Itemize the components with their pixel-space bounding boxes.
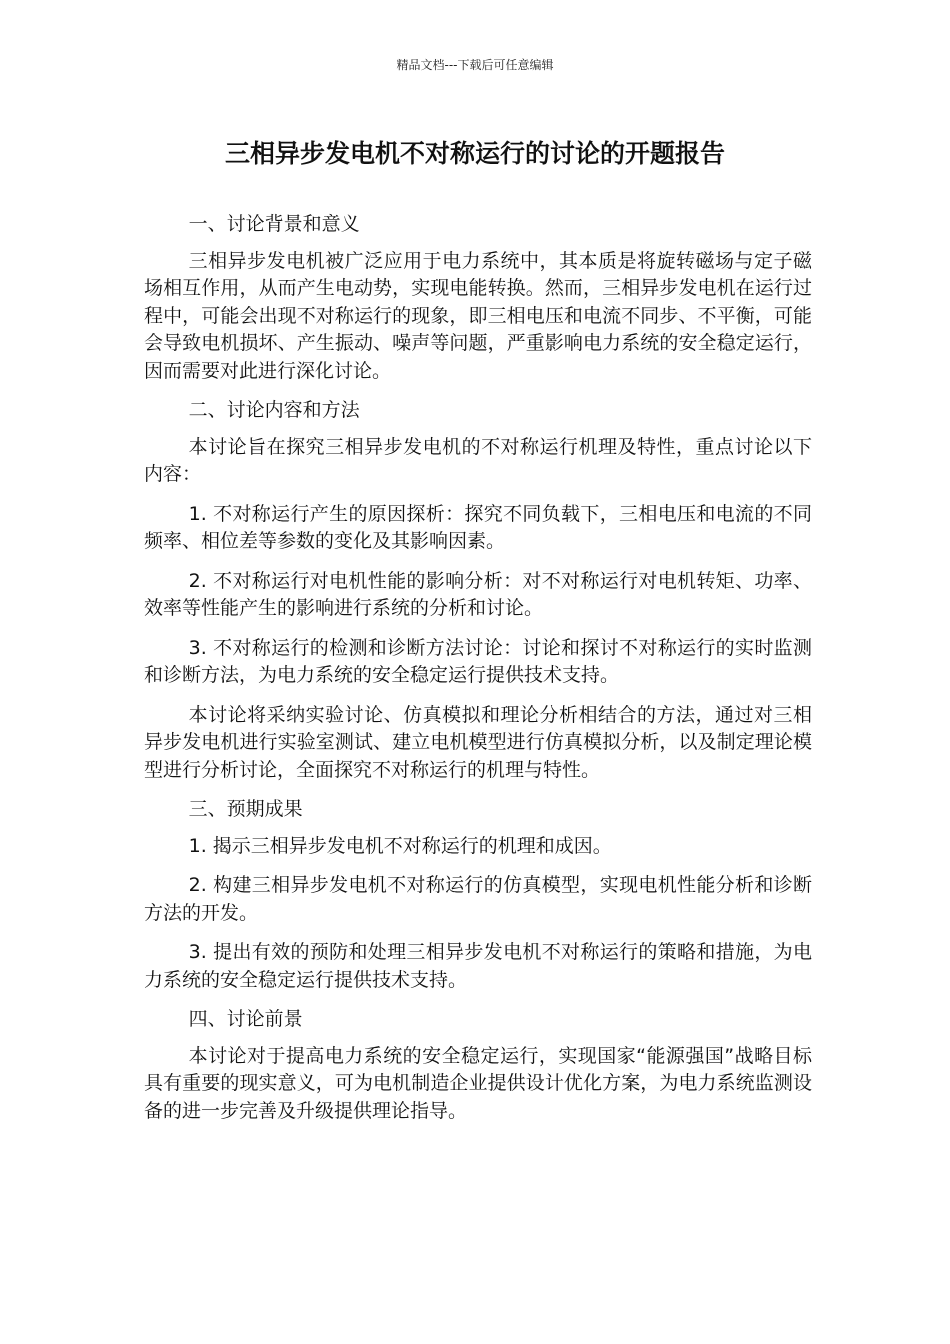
list-item-content-1: 1. 不对称运行产生的原因探析：探究不同负载下，三相电压和电流的不同频率、相位差等参数的变化及其影响因素。 [144, 502, 812, 552]
section-heading-expected-results: 三、预期成果 [188, 798, 303, 820]
document-body [144, 211, 812, 1137]
list-item-result-1: 1. 揭示三相异步发电机不对称运行的机理和成因。 [188, 834, 612, 857]
section-heading-background: 一、讨论背景和意义 [188, 213, 360, 235]
paragraph-content-intro: 本讨论旨在探究三相异步发电机的不对称运行机理及特性，重点讨论以下内容： [144, 435, 812, 485]
list-item-content-2: 2. 不对称运行对电机性能的影响分析：对不对称运行对电机转矩、功率、效率等性能产生的影响进行系统的分析和讨论。 [144, 569, 812, 619]
list-item-result-2: 2. 构建三相异步发电机不对称运行的仿真模型，实现电机性能分析和诊断方法的开发。 [144, 874, 812, 924]
list-item-content-3: 3. 不对称运行的检测和诊断方法讨论：讨论和探讨不对称运行的实时监测和诊断方法，为电力系统的安全稳定运行提供技术支持。 [144, 636, 812, 686]
section-heading-content-method: 二、讨论内容和方法 [188, 399, 360, 421]
paragraph-method: 本讨论将采纳实验讨论、仿真模拟和理论分析相结合的方法，通过对三相异步发电机进行实验室测试、建立电机模型进行仿真模拟分析，以及制定理论模型进行分析讨论，全面探究不对称运行的机理与特性。 [144, 703, 812, 781]
paragraph-prospects: 本讨论对于提高电力系统的安全稳定运行，实现国家“能源强国”战略目标具有重要的现实意义，可为电机制造企业提供设计优化方案，为电力系统监测设备的进一步完善及升级提供理论指导。 [144, 1044, 812, 1122]
list-item-result-3: 3. 提出有效的预防和处理三相异步发电机不对称运行的策略和措施，为电力系统的安全稳定运行提供技术支持。 [144, 941, 812, 991]
document-title: 三相异步发电机不对称运行的讨论的开题报告 [224, 139, 725, 168]
header-note: 精品文档---下载后可任意编辑 [396, 58, 554, 72]
paragraph-background: 三相异步发电机被广泛应用于电力系统中，其本质是将旋转磁场与定子磁场相互作用，从而产生电动势，实现电能转换。然而，三相异步发电机在运行过程中，可能会出现不对称运行的现象，即三相电压和电流不同步、不平衡，可能会导致电机损坏、产生振动、噪声等问题，严重影响电力系统的安全稳定运行，因而需要对此进行深化讨论。 [144, 249, 812, 382]
section-heading-prospects: 四、讨论前景 [188, 1008, 303, 1030]
